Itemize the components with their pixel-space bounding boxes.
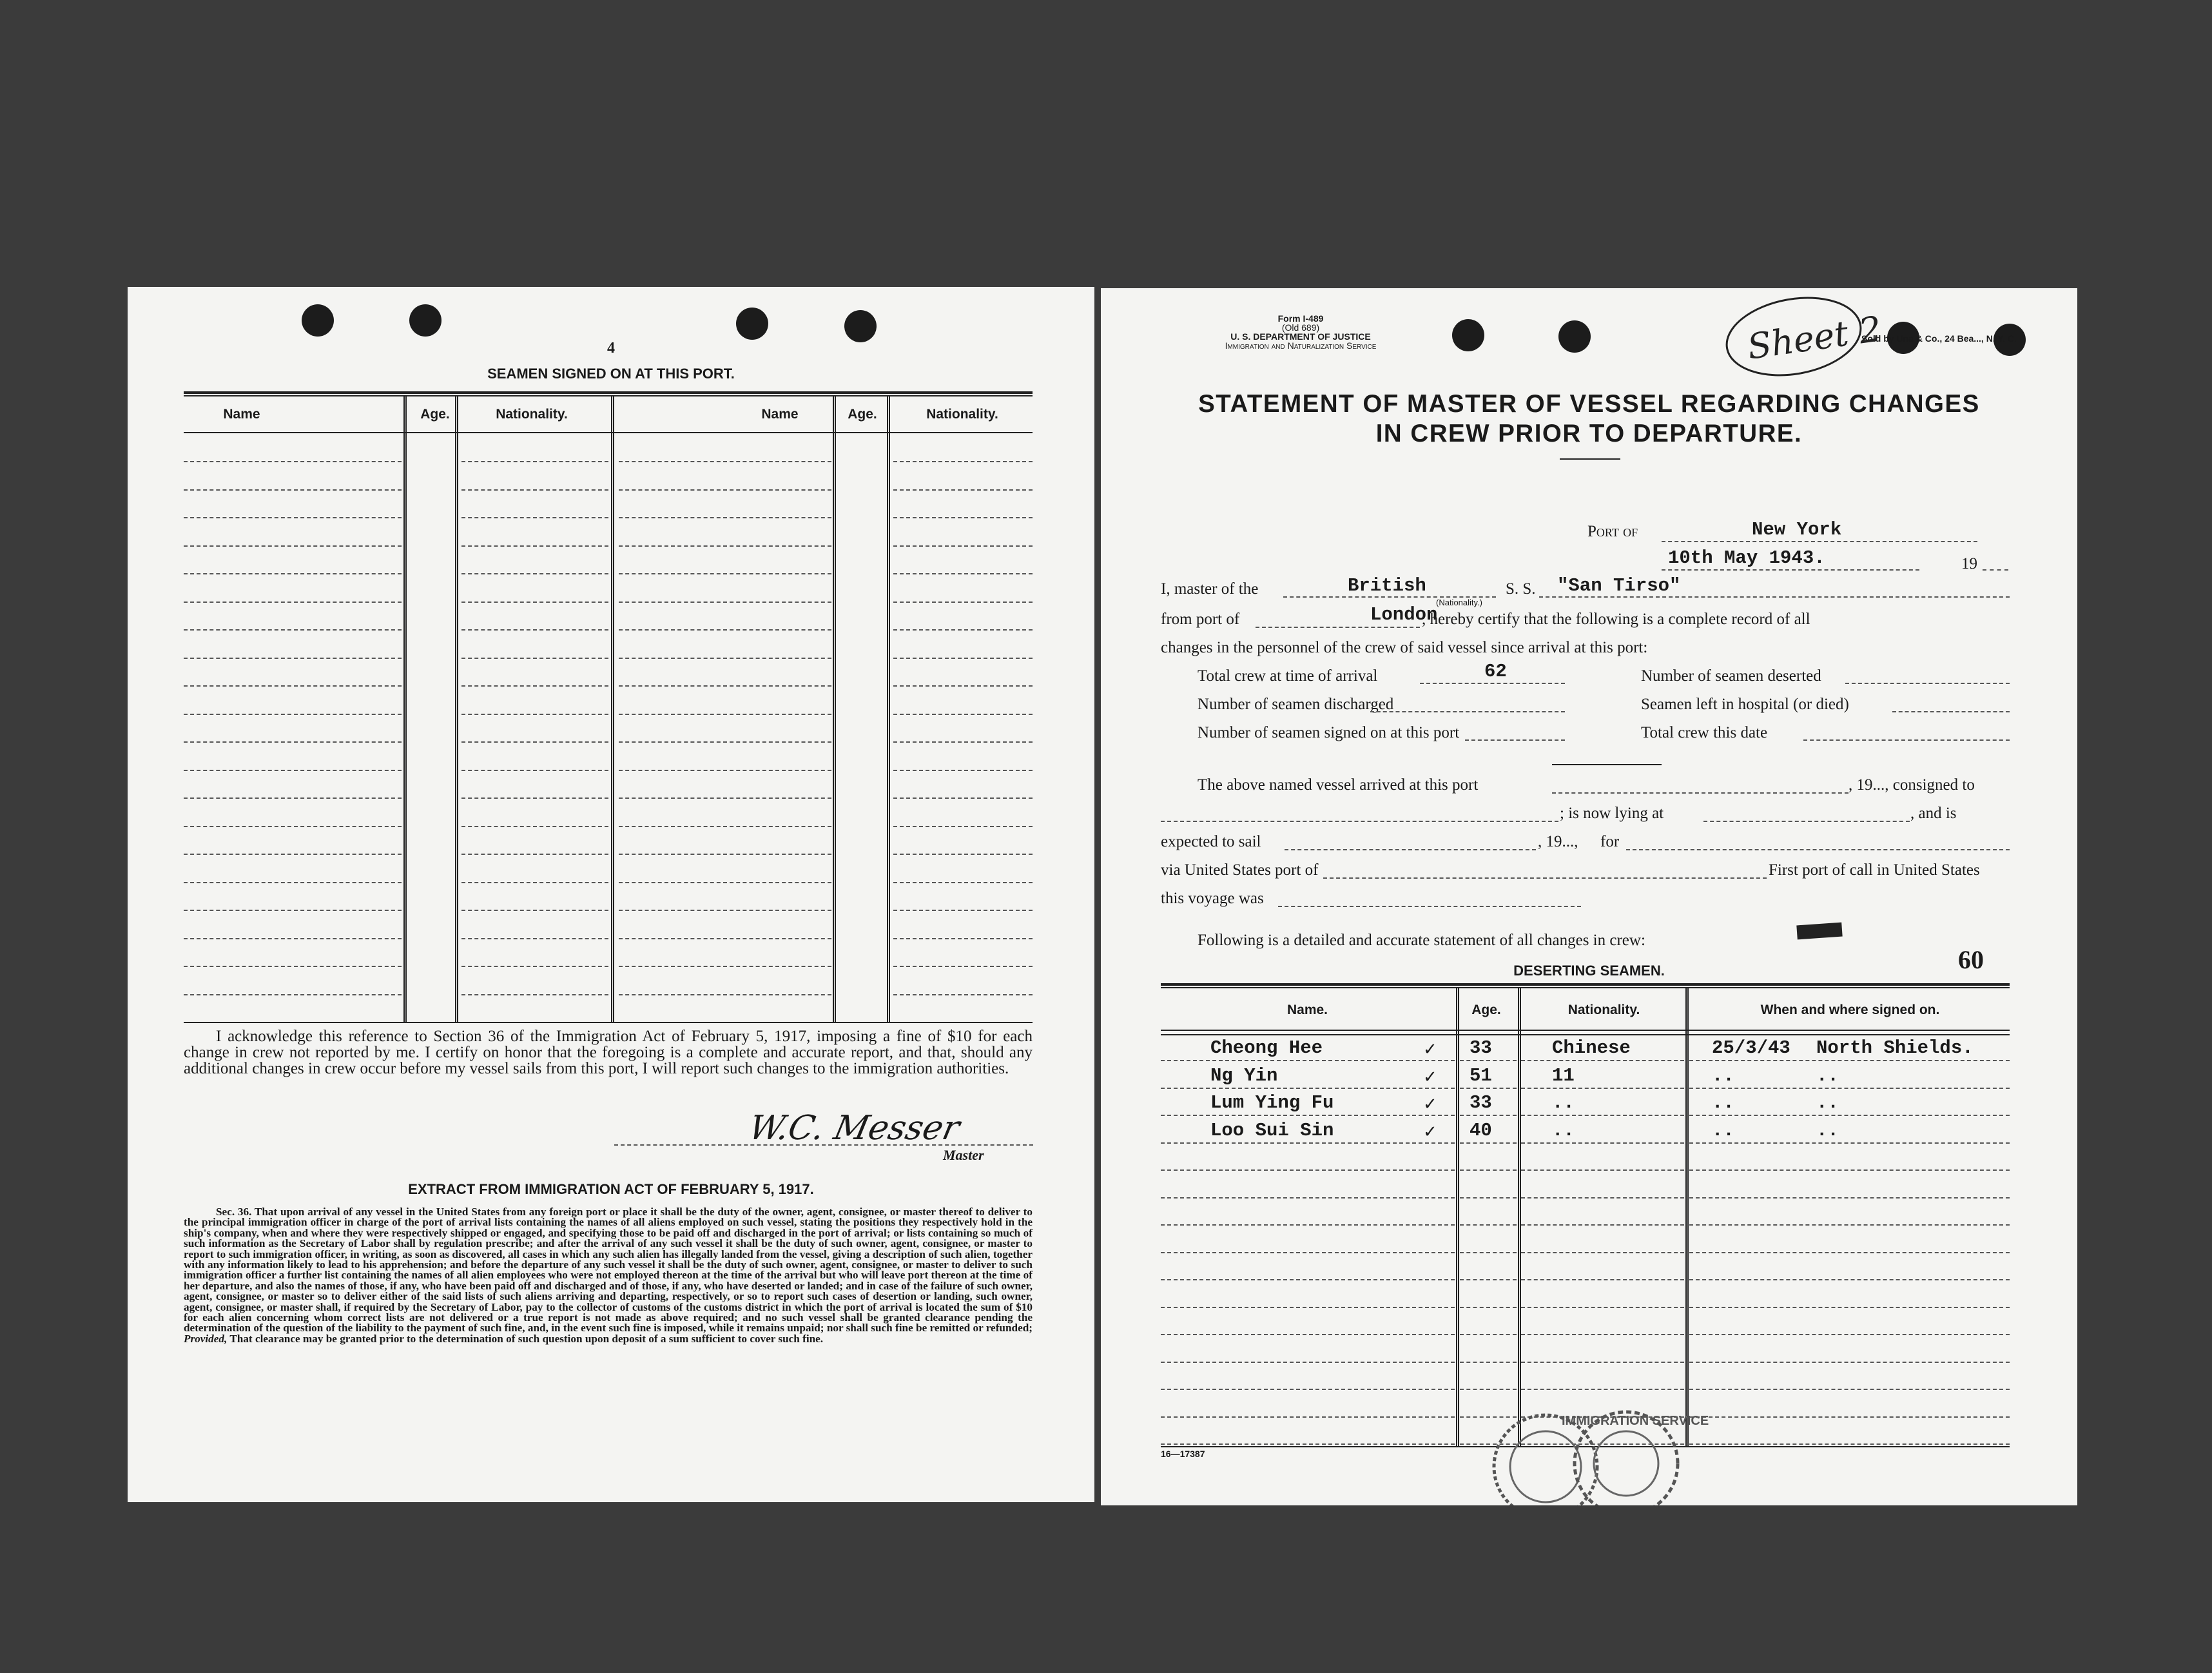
check-mark-icon: ✓ xyxy=(1423,1095,1437,1114)
row-rule xyxy=(461,938,608,939)
row-rule xyxy=(1161,1362,1455,1363)
row-rule xyxy=(1161,1088,1455,1089)
row-rule xyxy=(461,573,608,574)
form-number: Form I-489 xyxy=(1277,313,1324,324)
row-rule xyxy=(619,629,831,631)
row-rule xyxy=(1161,1060,1455,1061)
seaman-age: 33 xyxy=(1470,1092,1492,1113)
row-rule xyxy=(461,602,608,603)
row-rule xyxy=(184,770,402,771)
row-rule xyxy=(184,854,402,855)
row-rule xyxy=(1521,1389,1684,1390)
publisher: Sold by Una & Co., 24 Bea..., N. Y. C. xyxy=(1861,333,2017,344)
seaman-nationality: .. xyxy=(1552,1119,1575,1141)
department: U. S. DEPARTMENT OF JUSTICE xyxy=(1230,331,1371,342)
row-rule xyxy=(893,658,1033,659)
row-rule xyxy=(461,714,608,715)
row-rule xyxy=(184,994,402,995)
row-rule xyxy=(1161,1334,1455,1335)
sheet-note: Sheet 2 xyxy=(1745,308,1884,367)
row-rule xyxy=(893,573,1033,574)
row-rule xyxy=(893,994,1033,995)
form-title xyxy=(1101,389,2077,449)
punch-hole xyxy=(736,308,768,340)
row-rule xyxy=(619,770,831,771)
row-rule xyxy=(893,910,1033,911)
row-rule xyxy=(619,882,831,883)
certify-text: , hereby certify that the following is a complete record of all xyxy=(1422,611,1810,628)
row-rule xyxy=(1689,1389,2010,1390)
row-rule xyxy=(184,461,402,462)
row-rule xyxy=(893,685,1033,687)
row-rule xyxy=(1521,1279,1684,1280)
row-rule xyxy=(461,489,608,491)
row-rule xyxy=(1521,1197,1684,1198)
check-mark-icon: ✓ xyxy=(1423,1040,1437,1059)
signed-on-place: .. xyxy=(1816,1119,1839,1141)
row-rule xyxy=(1521,1169,1684,1171)
row-rule xyxy=(619,489,831,491)
row-rule xyxy=(461,882,608,883)
extract-tail: That clearance may be granted prior to the determination of such question upon deposit of a sum sufficient to cover such fine. xyxy=(229,1332,824,1345)
seaman-name: Ng Yin xyxy=(1210,1064,1278,1086)
row-rule xyxy=(619,938,831,939)
row-rule xyxy=(184,741,402,743)
row-rule xyxy=(893,629,1033,631)
col-nationality: Nationality. xyxy=(1567,1003,1640,1017)
col-age: Age. xyxy=(1471,1003,1501,1017)
row-rule xyxy=(893,741,1033,743)
row-rule xyxy=(619,545,831,547)
col-age: Age. xyxy=(420,407,450,422)
row-rule xyxy=(893,489,1033,491)
row-rule xyxy=(1161,1169,1455,1171)
row-rule xyxy=(1521,1060,1684,1061)
signed-on-place: .. xyxy=(1816,1092,1839,1113)
row-rule xyxy=(1161,1197,1455,1198)
row-rule xyxy=(619,994,831,995)
extract-provided: Provided, xyxy=(184,1332,228,1345)
row-rule xyxy=(461,910,608,911)
deserting-title: DESERTING SEAMEN. xyxy=(1513,963,1665,979)
row-rule xyxy=(184,658,402,659)
punch-hole xyxy=(302,304,334,337)
col-name: Name xyxy=(223,407,260,422)
col-signed-on: When and where signed on. xyxy=(1760,1003,1940,1017)
col-name-2: Name xyxy=(761,407,799,422)
row-rule xyxy=(1689,1307,2010,1308)
stamp-text: IMMIGRATION SERVICE xyxy=(1562,1414,1709,1428)
row-rule xyxy=(1689,1142,2010,1144)
port-value: New York xyxy=(1752,519,1842,540)
punch-hole xyxy=(1558,320,1591,353)
row-rule xyxy=(461,517,608,518)
row-rule xyxy=(619,966,831,967)
row-rule xyxy=(1521,1307,1684,1308)
row-rule xyxy=(1521,1334,1684,1335)
following-text: Following is a detailed and accurate statement of all changes in crew: xyxy=(1198,932,1645,949)
total-date-label: Total crew this date xyxy=(1641,724,1768,741)
row-rule xyxy=(1161,1279,1455,1280)
col-nationality-2: Nationality. xyxy=(926,407,998,422)
row-rule xyxy=(1460,1142,1517,1144)
signed-on-date: .. xyxy=(1712,1092,1734,1113)
row-rule xyxy=(893,966,1033,967)
row-rule xyxy=(184,573,402,574)
year-suffix: 19 xyxy=(1961,555,1977,572)
row-rule xyxy=(1460,1088,1517,1089)
row-rule xyxy=(461,629,608,631)
form-header xyxy=(1127,314,1475,350)
row-rule xyxy=(1689,1416,2010,1418)
seaman-nationality: 11 xyxy=(1552,1064,1575,1086)
port-label: Port of xyxy=(1587,523,1638,540)
and-is-text: , and is xyxy=(1910,805,1957,822)
acknowledgement-text: I acknowledge this reference to Section 36 of the Immigration Act of February 5, 1917, imposing a fine of $10 for each change in crew not reported by me. I certify on honor that the foregoing is a complete and accurate report, and that, should any additional changes in crew occur before my vessel sails from this port, I will report such changes to the immigration authorities. xyxy=(184,1028,1033,1077)
row-rule xyxy=(461,741,608,743)
row-rule xyxy=(1460,1224,1517,1226)
sheet-annotation xyxy=(1720,288,1887,385)
row-rule xyxy=(893,854,1033,855)
row-rule xyxy=(1460,1362,1517,1363)
row-rule xyxy=(184,489,402,491)
row-rule xyxy=(184,545,402,547)
from-port-value: London xyxy=(1370,604,1438,625)
extract-title: EXTRACT FROM IMMIGRATION ACT OF FEBRUARY 5, 1917. xyxy=(408,1181,814,1197)
extract-body xyxy=(184,1207,1033,1344)
row-rule xyxy=(184,910,402,911)
row-rule xyxy=(893,461,1033,462)
row-rule xyxy=(461,658,608,659)
col-nationality: Nationality. xyxy=(496,407,568,422)
master-of-label: I, master of the xyxy=(1161,580,1259,598)
first-port-text: First port of call in United States xyxy=(1769,861,1980,879)
signature-caption: Master xyxy=(943,1147,984,1163)
row-rule xyxy=(619,910,831,911)
col-name: Name. xyxy=(1286,1003,1328,1017)
seaman-nationality: Chinese xyxy=(1552,1037,1631,1059)
row-rule xyxy=(893,797,1033,799)
row-rule xyxy=(1689,1060,2010,1061)
row-rule xyxy=(461,966,608,967)
row-rule xyxy=(1521,1224,1684,1226)
master-signature: W.C. Messer xyxy=(745,1109,964,1148)
row-rule xyxy=(461,685,608,687)
check-mark-icon: ✓ xyxy=(1423,1122,1437,1142)
row-rule xyxy=(893,882,1033,883)
signed-on-date: .. xyxy=(1712,1119,1734,1141)
row-rule xyxy=(1689,1169,2010,1171)
row-rule xyxy=(1161,1307,1455,1308)
seaman-name: Loo Sui Sin xyxy=(1210,1119,1334,1141)
total-crew-value: 62 xyxy=(1484,661,1507,682)
left-page xyxy=(128,287,1094,1502)
row-rule xyxy=(619,714,831,715)
row-rule xyxy=(461,854,608,855)
seaman-age: 51 xyxy=(1470,1064,1492,1086)
nationality-value: British xyxy=(1348,575,1426,596)
row-rule xyxy=(1460,1060,1517,1061)
signed-on-place: North Shields. xyxy=(1816,1037,1974,1059)
row-rule xyxy=(619,573,831,574)
row-rule xyxy=(1460,1115,1517,1116)
row-rule xyxy=(1689,1279,2010,1280)
row-rule xyxy=(1460,1197,1517,1198)
row-rule xyxy=(619,797,831,799)
immigration-stamp xyxy=(1481,1402,1713,1505)
nineteen-text: , 19..., xyxy=(1538,833,1578,850)
seaman-name: Cheong Hee xyxy=(1210,1037,1323,1059)
row-rule xyxy=(619,602,831,603)
total-crew-label: Total crew at time of arrival xyxy=(1198,667,1378,685)
deserted-label: Number of seamen deserted xyxy=(1641,667,1821,685)
row-rule xyxy=(893,714,1033,715)
hospital-label: Seamen left in hospital (or died) xyxy=(1641,696,1849,713)
row-rule xyxy=(619,826,831,827)
extract-text: That upon arrival of any vessel in the United States from any foreign port or place it shall be the duty of the owner, agent, consignee, or master thereof to deliver to the principal immigration officer in charge of the port of arrival lists containing the names of all aliens employed on such vessel, stating the positions they respectively hold in the ship's company, when and where they were respectively shipped or engaged, and specifying those to be paid off and discharged in the port of arrival; or lists containing so much of such information as the Secretary of Labor shall by regulation prescribe; and after the arrival of any such vessel it shall be the duty of such owner, agent, consignee, or master to report to such immigration officer, in writing, as soon as discovered, all cases in which any such alien has illegally landed from the vessel, giving a description of such alien, together with any information likely to lead to his apprehension; and before the departure of any such vessel it shall be the duty of such owner, agent, consignee, or master to deliver to such immigration officer a further list containing the names of all alien employees who were not employed thereon at the time of the arrival but who will leave port thereon at the time of her departure, and also the names of those, if any, who have been paid off and discharged and of those, if any, who have deserted or landed; and in case of the failure of such owner, agent, consignee, or master so to deliver either of the said lists of such aliens arriving and departing, respectively, or so to report such cases of desertion or landing, such owner, agent, consignee, or master shall, if required by the Secretary of Labor, pay to the collector of customs of the customs district in which the port of arrival is located the sum of $10 for each alien concerning whom correct lists are not delivered or a true report is not made as above required; and no such vessel shall be granted clearance pending the determination of the question of the liability to the payment of such fine, and, in the event such fine is imposed, while it remains unpaid; nor shall such fine be remitted or refunded; xyxy=(184,1206,1033,1335)
extract-label: Sec. 36. xyxy=(216,1206,252,1218)
row-rule xyxy=(184,966,402,967)
row-rule xyxy=(1460,1334,1517,1335)
row-rule xyxy=(1460,1169,1517,1171)
row-rule xyxy=(461,461,608,462)
signed-on-label: Number of seamen signed on at this port xyxy=(1198,724,1460,741)
date-value: 10th May 1943. xyxy=(1668,547,1825,569)
row-rule xyxy=(184,517,402,518)
row-rule xyxy=(893,602,1033,603)
signed-on-date: 25/3/43 xyxy=(1712,1037,1790,1059)
nationality-caption: (Nationality.) xyxy=(1436,598,1483,607)
row-rule xyxy=(893,770,1033,771)
seaman-nationality: .. xyxy=(1552,1092,1575,1113)
row-rule xyxy=(893,826,1033,827)
row-rule xyxy=(461,545,608,547)
row-rule xyxy=(461,994,608,995)
row-rule xyxy=(1161,1142,1455,1144)
section-title: SEAMEN SIGNED ON AT THIS PORT. xyxy=(487,366,735,382)
col-age-2: Age. xyxy=(848,407,877,422)
row-rule xyxy=(184,797,402,799)
row-rule xyxy=(619,517,831,518)
row-rule xyxy=(1689,1334,2010,1335)
seaman-age: 33 xyxy=(1470,1037,1492,1059)
expected-text: expected to sail xyxy=(1161,833,1261,850)
vessel-value: "San Tirso" xyxy=(1557,575,1681,596)
changes-text: changes in the personnel of the crew of said vessel since arrival at this port: xyxy=(1161,639,1648,656)
row-rule xyxy=(1521,1115,1684,1116)
row-rule xyxy=(1161,1416,1455,1418)
seaman-age: 40 xyxy=(1470,1119,1492,1141)
row-rule xyxy=(1161,1115,1455,1116)
title-line-2: IN CREW PRIOR TO DEPARTURE. xyxy=(1375,420,1803,447)
row-rule xyxy=(1689,1088,2010,1089)
row-rule xyxy=(619,854,831,855)
consigned-text: , 19..., consigned to xyxy=(1848,776,1975,794)
row-rule xyxy=(619,741,831,743)
row-rule xyxy=(1521,1088,1684,1089)
service: Immigration and Naturalization Service xyxy=(1225,340,1377,351)
lying-text: ; is now lying at xyxy=(1560,805,1664,822)
arrived-text: The above named vessel arrived at this port xyxy=(1198,776,1479,794)
count-note: 60 xyxy=(1958,945,1984,974)
row-rule xyxy=(461,797,608,799)
form-old: (Old 689) xyxy=(1281,322,1320,333)
punch-hole xyxy=(844,310,877,342)
row-rule xyxy=(461,770,608,771)
row-rule xyxy=(1161,1389,1455,1390)
row-rule xyxy=(619,658,831,659)
discharged-label: Number of seamen discharged xyxy=(1198,696,1394,713)
from-port-label: from port of xyxy=(1161,611,1240,628)
row-rule xyxy=(893,545,1033,547)
row-rule xyxy=(1689,1115,2010,1116)
redaction-mark xyxy=(1796,923,1842,940)
right-page xyxy=(1101,288,2077,1505)
row-rule xyxy=(461,826,608,827)
row-rule xyxy=(1689,1224,2010,1226)
row-rule xyxy=(1161,1252,1455,1253)
row-rule xyxy=(1460,1307,1517,1308)
row-rule xyxy=(1460,1279,1517,1280)
row-rule xyxy=(893,517,1033,518)
row-rule xyxy=(184,882,402,883)
row-rule xyxy=(1521,1362,1684,1363)
row-rule xyxy=(1521,1252,1684,1253)
via-text: via United States port of xyxy=(1161,861,1319,879)
seaman-name: Lum Ying Fu xyxy=(1210,1092,1334,1113)
row-rule xyxy=(184,826,402,827)
voyage-text: this voyage was xyxy=(1161,890,1264,907)
row-rule xyxy=(1689,1252,2010,1253)
signed-on-date: .. xyxy=(1712,1064,1734,1086)
page-number: 4 xyxy=(607,340,615,357)
row-rule xyxy=(1161,1443,1455,1445)
row-rule xyxy=(1689,1443,2010,1445)
row-rule xyxy=(1161,1224,1455,1226)
signed-on-place: .. xyxy=(1816,1064,1839,1086)
row-rule xyxy=(619,461,831,462)
for-text: for xyxy=(1600,833,1620,850)
title-line-1: STATEMENT OF MASTER OF VESSEL REGARDING CHANGES xyxy=(1198,390,1980,418)
row-rule xyxy=(619,685,831,687)
row-rule xyxy=(1460,1389,1517,1390)
row-rule xyxy=(1460,1252,1517,1253)
row-rule xyxy=(184,714,402,715)
footer-code: 16—17387 xyxy=(1161,1449,1205,1459)
ss-label: S. S. xyxy=(1506,580,1536,598)
row-rule xyxy=(893,938,1033,939)
punch-hole xyxy=(409,304,441,337)
row-rule xyxy=(1689,1197,2010,1198)
row-rule xyxy=(184,602,402,603)
row-rule xyxy=(1689,1362,2010,1363)
row-rule xyxy=(184,685,402,687)
row-rule xyxy=(1521,1142,1684,1144)
row-rule xyxy=(184,938,402,939)
row-rule xyxy=(184,629,402,631)
check-mark-icon: ✓ xyxy=(1423,1067,1437,1087)
